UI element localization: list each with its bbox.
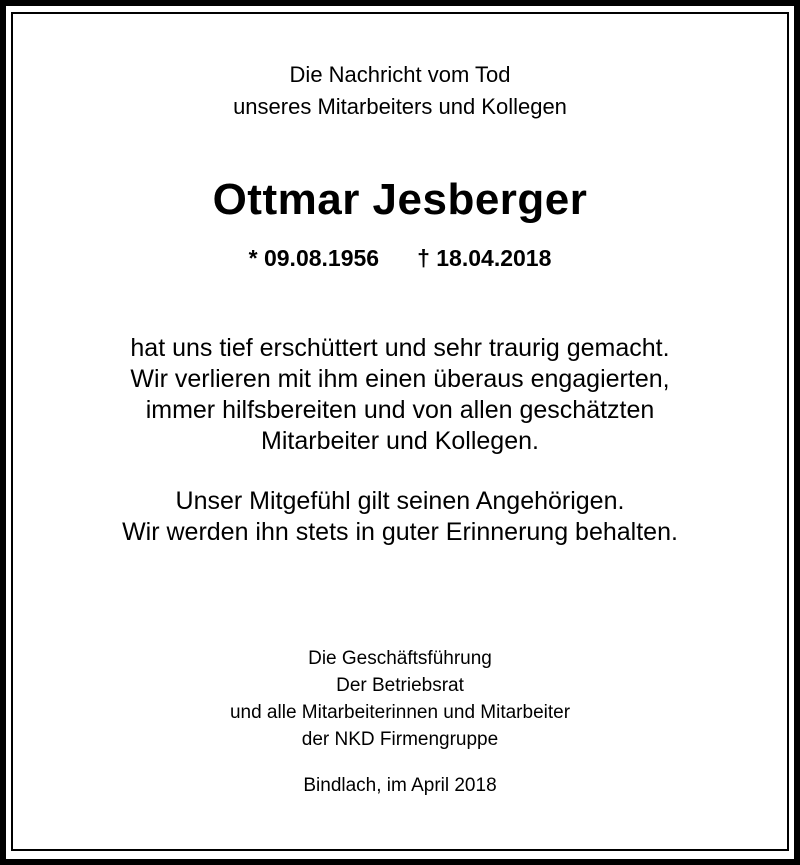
signatory-line-3: und alle Mitarbeiterinnen und Mitarbeiter bbox=[229, 702, 571, 723]
condolence-line-1: Unser Mitgefühl gilt seinen Angehörigen. bbox=[175, 487, 625, 515]
signatory-line-1: Die Geschäftsführung bbox=[308, 648, 492, 669]
body-line-3: immer hilfsbereiten und von allen geschätzten bbox=[145, 396, 655, 424]
body-line-4: Mitarbeiter und Kollegen. bbox=[261, 427, 539, 455]
place-date: Bindlach, im April 2018 bbox=[303, 775, 497, 796]
body-line-1: hat uns tief erschüttert und sehr traurig gemacht. bbox=[130, 334, 670, 362]
intro-line-2: unseres Mitarbeiters und Kollegen bbox=[233, 94, 567, 119]
intro-line-1: Die Nachricht vom Tod bbox=[289, 62, 511, 87]
condolence-line-2: Wir werden ihn stets in guter Erinnerung behalten. bbox=[122, 518, 678, 546]
signatory-line-4: der NKD Firmengruppe bbox=[301, 729, 499, 750]
deceased-name: Ottmar Jesberger bbox=[212, 175, 588, 224]
life-dates bbox=[0, 243, 800, 273]
signatory-line-2: Der Betriebsrat bbox=[336, 675, 464, 696]
body-line-2: Wir verlieren mit ihm einen überaus engagierten, bbox=[130, 365, 670, 393]
death-date: † 18.04.2018 bbox=[417, 245, 552, 271]
birth-date: * 09.08.1956 bbox=[248, 245, 380, 271]
